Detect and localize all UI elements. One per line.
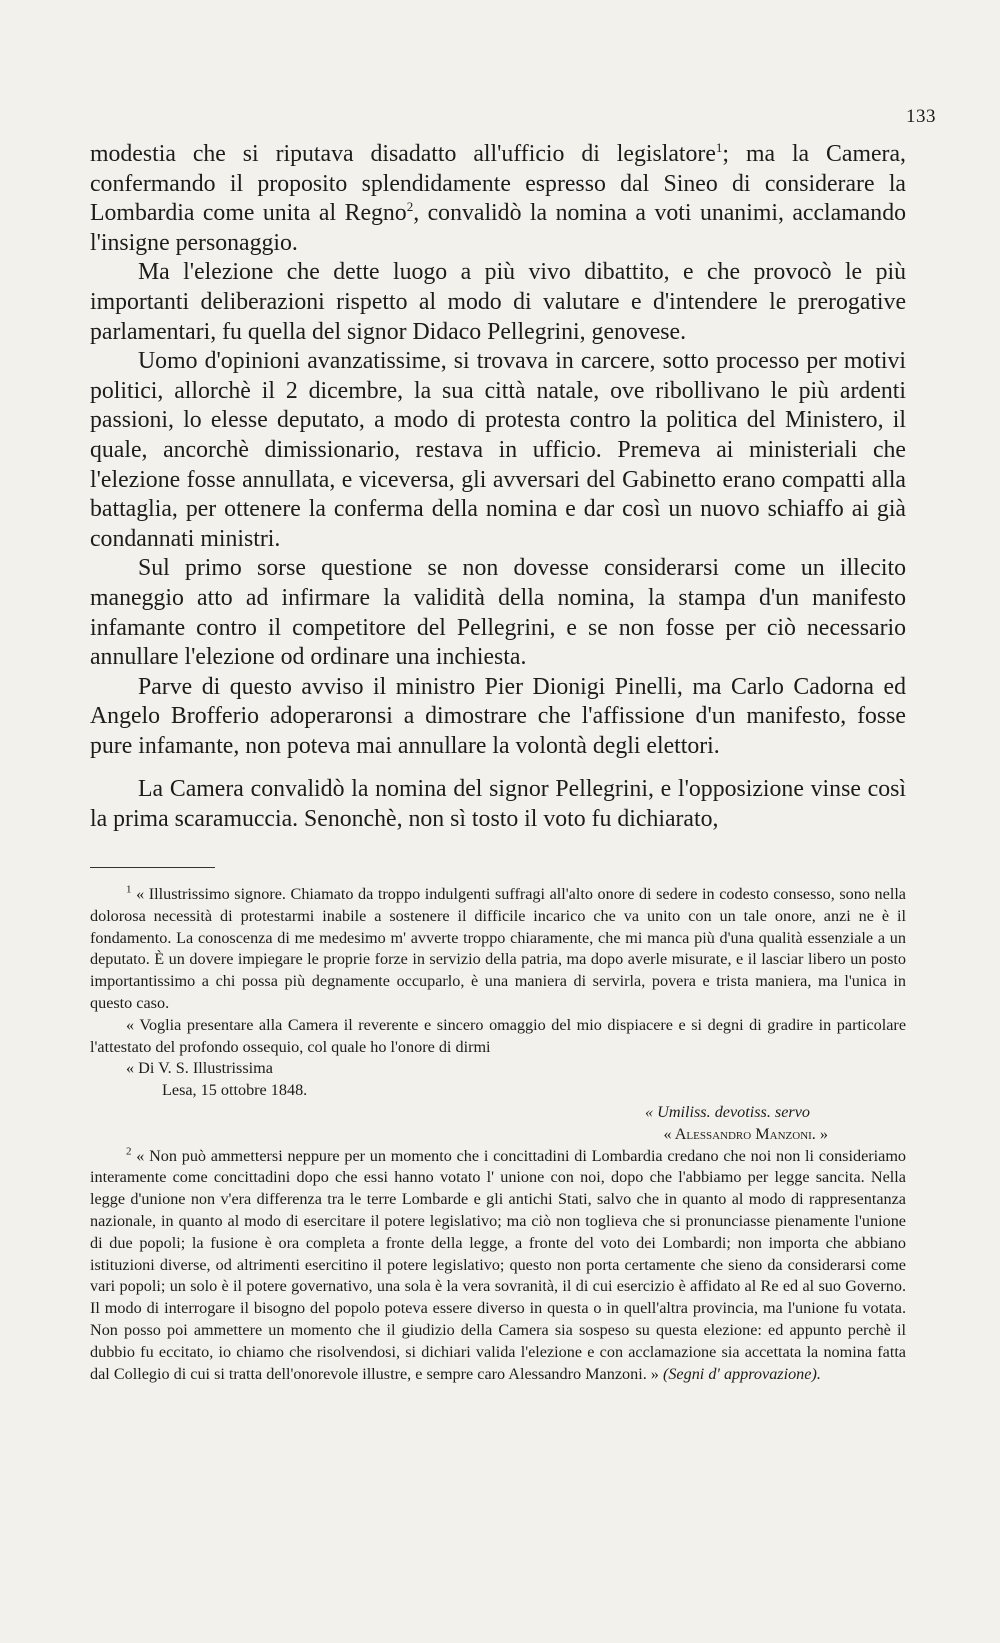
footnote-ref-1: 1 bbox=[715, 140, 723, 156]
paragraph-1: modestia che si riputava disadatto all'ufficio di legislatore$^1$; ma la Camera, confermando il proposito splendidamente espresso dal Sineo di considerare la Lombardia come unita al Regno$^2$, convalidò la nomina a voti unanimi, acclamando l'insigne personaggio. bbox=[90, 140, 906, 256]
footnote-ref-2: 2 bbox=[406, 199, 414, 215]
footnote-2: $^2$ « Non può ammettersi neppure per un momento che i concittadini di Lombardia credano che noi non li consideriamo interamente come concittadini dopo che essi hanno votato l' unione con noi, dopo che l'abbiamo per legge sancita. Nella legge d'unione non v'era differenza tra le terre Lombarde e gli antichi Stati, salvo che in quanto al modo di rappresentanza nazionale, in quanto al modo di esercitare il potere legislativo; ma ciò non toglieva che si pronunciasse pienamente l'unione di due popoli; la fusione è ora completa a fronte della legge, a fronte del voto dei Lombardi; non importa che abbiano istituzioni diverse, od altrimenti esercitino il potere legislativo; questo non porta certamente che sieno da considerarsi come vari popoli; un solo è il potere governativo, una sola è la vera sovranità, il di cui esercizio è affidato al Re ed al suo Governo. Il modo di interrogare il bisogno del popolo poteva essere diverso in questa o in quell'altra provincia, ma l'unione fu votata. Non posso poi ammettere un momento che il giudizio della Camera sia sospeso su questa elezione: ed appunto perchè il dubbio fu eccitato, io chiamo che risolvendosi, si dichiari valida l'elezione e con acclamazione sia accettata la nomina fatta dal Collegio di cui si tratta dell'onorevole illustre, e sempre caro Alessandro Manzoni. » (Segni d' approvazione). bbox=[90, 1145, 907, 1383]
paragraph-6: La Camera convalidò la nomina del signor Pellegrini, e l'opposizione vinse così la prima scaramuccia. Senonchè, non sì tosto il voto fu dichiarato, bbox=[90, 776, 906, 833]
paragraph-2: Ma l'elezione che dette luogo a più vivo dibattito, e che provocò le più importanti deliberazioni rispetto al modo di valutare e d'intendere le prerogative parlamentari, fu quella del signor Didaco Pellegrini, genovese. bbox=[90, 259, 906, 345]
footnote-1-signature: « Alessandro Manzoni. » bbox=[663, 1124, 828, 1143]
paragraph-5: Parve di questo avviso il ministro Pier Dionigi Pinelli, ma Carlo Cadorna ed Angelo Brofferio adoperaronsi a dimostrare che l'affissione d'un manifesto, fosse pure infamante, non poteva mai annullare la volontà degli elettori. bbox=[90, 673, 906, 759]
paragraph-4: Sul primo sorse questione se non dovesse considerarsi come un illecito maneggio atto ad infirmare la validità della nomina, la stampa d'un manifesto infamante contro il competitore del Pellegrini, e se non fosse per ciò necessario annullare l'elezione od ordinare una inchiesta. bbox=[90, 555, 906, 671]
paragraph-3: Uomo d'opinioni avanzatissime, si trovava in carcere, sotto processo per motivi politici, allorchè il 2 dicembre, la sua città natale, ove ribollivano le più ardenti passioni, lo elesse deputato, a modo di protesta contro la politica del Ministero, il quale, ancorchè dimissionario, restava in ufficio. Premeva ai ministeriali che l'elezione fosse annullata, e viceversa, gli avversari del Gabinetto erano compatti alla battaglia, per ottenere la conferma della nomina e dar così un nuovo schiaffo ai già condannati ministri. bbox=[90, 348, 906, 552]
footnote-1-date: Lesa, 15 ottobre 1848. bbox=[162, 1081, 308, 1100]
page-number: 133 bbox=[906, 106, 936, 127]
footnote-1-continuation: « Voglia presentare alla Camera il reverente e sincero omaggio del mio dispiacere e si degni di gradire in particolare l'attestato del profondo ossequio, col quale ho l'onore di dirmi bbox=[90, 1015, 906, 1056]
footnote-1-salutation: « Di V. S. Illustrissima bbox=[126, 1059, 273, 1078]
footnote-1-closing: « Umiliss. devotiss. servo bbox=[644, 1102, 810, 1121]
main-text bbox=[90, 140, 906, 835]
footnote-1: $^1$ « Illustrissimo signore. Chiamato da troppo indulgenti suffragi all'alto onore di sedere in codesto consesso, sono nella dolorosa necessità di protestarmi inabile a sostenere il difficile incarico che va unito con un tale onore, anzi ne è il fondamento. La conoscenza di me medesimo m' avverte troppo chiaramente, che mi manca più d'una qualità essenziale a un deputato. È un dovere impiegare le proprie forze in servizio della patria, ma dopo averle misurate, e il lasciar libero un posto importantissimo a chi possa più degnamente occuparlo, è una maniera di servirla, povera e trista maniera, ma l'unica in questo caso. bbox=[90, 883, 906, 1012]
footnotes bbox=[90, 884, 906, 1385]
footnote-separator bbox=[90, 867, 215, 868]
